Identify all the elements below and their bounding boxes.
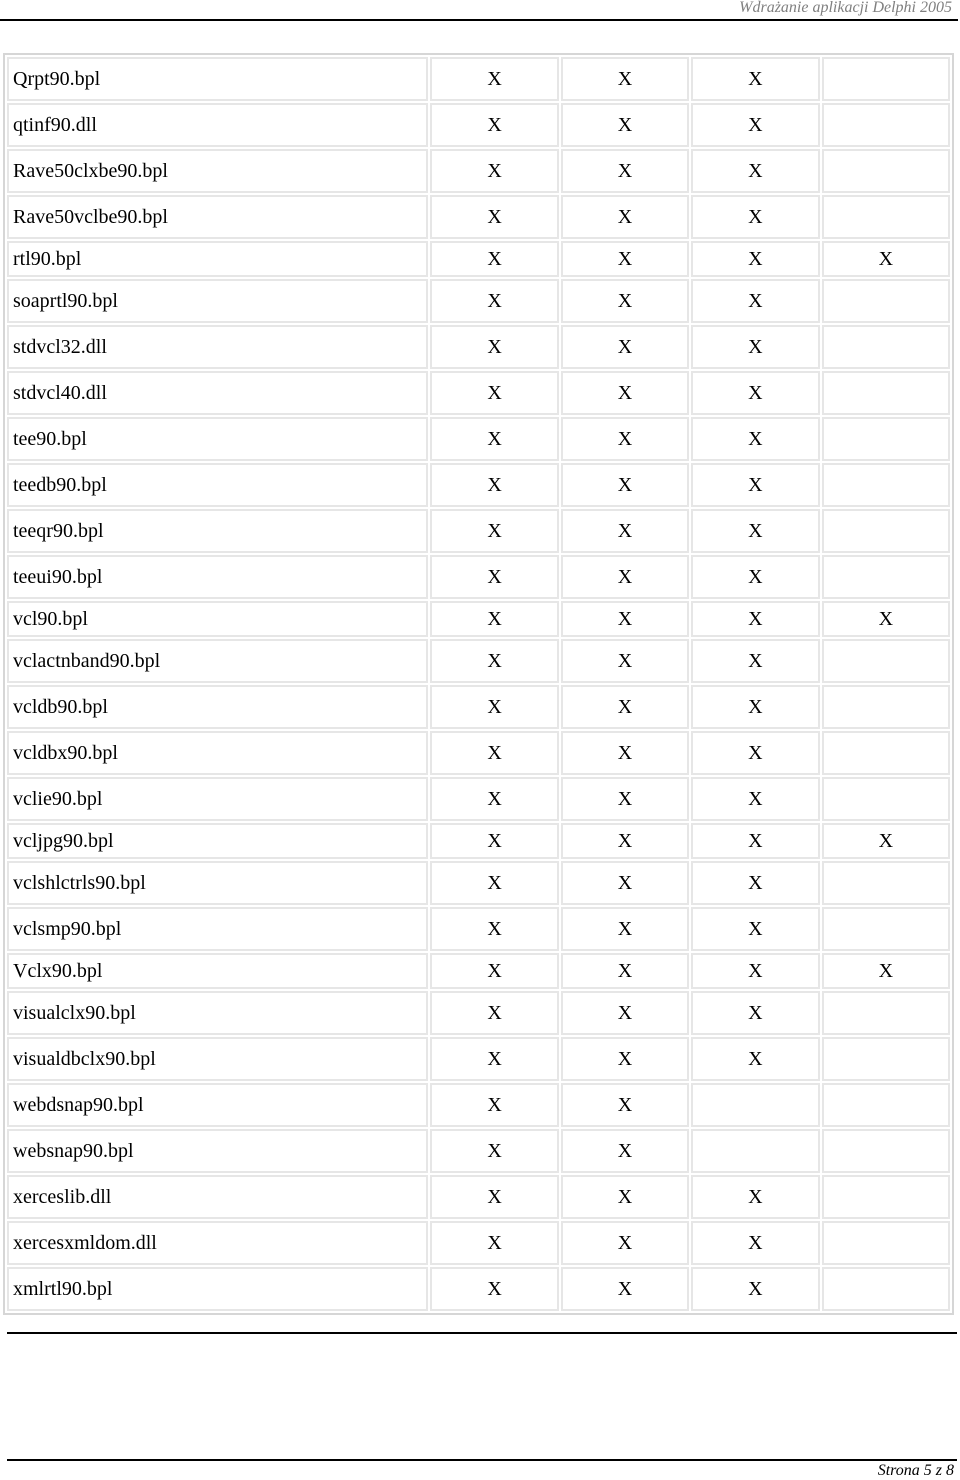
file-name-cell: Rave50clxbe90.bpl bbox=[7, 149, 428, 193]
mark-cell-3: X bbox=[691, 777, 819, 821]
mark-cell-1: X bbox=[430, 463, 558, 507]
mark-cell-2: X bbox=[561, 195, 689, 239]
mark-cell-4 bbox=[822, 991, 950, 1035]
mark-cell-2: X bbox=[561, 907, 689, 951]
mark-cell-3: X bbox=[691, 149, 819, 193]
mark-cell-4: X bbox=[822, 601, 950, 637]
table-row bbox=[7, 241, 950, 277]
mark-cell-4: X bbox=[822, 823, 950, 859]
mark-cell-3: X bbox=[691, 195, 819, 239]
mark-cell-3: X bbox=[691, 371, 819, 415]
mark-cell-2: X bbox=[561, 241, 689, 277]
file-name-cell: qtinf90.dll bbox=[7, 103, 428, 147]
mark-cell-4 bbox=[822, 417, 950, 461]
table-row bbox=[7, 777, 950, 821]
footer-divider-top bbox=[7, 1332, 957, 1334]
table-row bbox=[7, 417, 950, 461]
mark-cell-1: X bbox=[430, 1083, 558, 1127]
file-name-cell: vcljpg90.bpl bbox=[7, 823, 428, 859]
mark-cell-1: X bbox=[430, 279, 558, 323]
mark-cell-2: X bbox=[561, 417, 689, 461]
table-row bbox=[7, 861, 950, 905]
mark-cell-1: X bbox=[430, 57, 558, 101]
mark-cell-2: X bbox=[561, 325, 689, 369]
page-header bbox=[0, 0, 958, 21]
file-name-cell: websnap90.bpl bbox=[7, 1129, 428, 1173]
mark-cell-4 bbox=[822, 325, 950, 369]
mark-cell-2: X bbox=[561, 1083, 689, 1127]
mark-cell-4 bbox=[822, 463, 950, 507]
mark-cell-1: X bbox=[430, 1129, 558, 1173]
table-row bbox=[7, 325, 950, 369]
mark-cell-3: X bbox=[691, 279, 819, 323]
mark-cell-3: X bbox=[691, 601, 819, 637]
mark-cell-1: X bbox=[430, 371, 558, 415]
table-row bbox=[7, 509, 950, 553]
mark-cell-4: X bbox=[822, 241, 950, 277]
file-name-cell: teedb90.bpl bbox=[7, 463, 428, 507]
mark-cell-4 bbox=[822, 371, 950, 415]
table-row bbox=[7, 953, 950, 989]
document-title: Wdrażanie aplikacji Delphi 2005 bbox=[739, 0, 952, 16]
mark-cell-4 bbox=[822, 103, 950, 147]
file-name-cell: stdvcl40.dll bbox=[7, 371, 428, 415]
mark-cell-2: X bbox=[561, 1267, 689, 1311]
mark-cell-3: X bbox=[691, 953, 819, 989]
file-name-cell: teeqr90.bpl bbox=[7, 509, 428, 553]
mark-cell-1: X bbox=[430, 555, 558, 599]
table-row bbox=[7, 195, 950, 239]
file-name-cell: stdvcl32.dll bbox=[7, 325, 428, 369]
file-name-cell: vcldbx90.bpl bbox=[7, 731, 428, 775]
mark-cell-3: X bbox=[691, 991, 819, 1035]
table-row bbox=[7, 685, 950, 729]
mark-cell-3: X bbox=[691, 639, 819, 683]
mark-cell-3: X bbox=[691, 417, 819, 461]
mark-cell-2: X bbox=[561, 777, 689, 821]
mark-cell-3: X bbox=[691, 907, 819, 951]
mark-cell-3: X bbox=[691, 861, 819, 905]
file-name-cell: vclie90.bpl bbox=[7, 777, 428, 821]
footer-divider-bottom bbox=[7, 1459, 957, 1461]
mark-cell-1: X bbox=[430, 509, 558, 553]
file-name-cell: xmlrtl90.bpl bbox=[7, 1267, 428, 1311]
file-name-cell: Qrpt90.bpl bbox=[7, 57, 428, 101]
mark-cell-3: X bbox=[691, 103, 819, 147]
table-row bbox=[7, 279, 950, 323]
table-row bbox=[7, 1221, 950, 1265]
mark-cell-1: X bbox=[430, 731, 558, 775]
file-name-cell: vclshlctrls90.bpl bbox=[7, 861, 428, 905]
table-row bbox=[7, 149, 950, 193]
file-name-cell: xercesxmldom.dll bbox=[7, 1221, 428, 1265]
mark-cell-1: X bbox=[430, 991, 558, 1035]
mark-cell-2: X bbox=[561, 823, 689, 859]
mark-cell-4 bbox=[822, 1037, 950, 1081]
table-row bbox=[7, 601, 950, 637]
mark-cell-1: X bbox=[430, 823, 558, 859]
table-row bbox=[7, 371, 950, 415]
mark-cell-1: X bbox=[430, 195, 558, 239]
mark-cell-4 bbox=[822, 149, 950, 193]
mark-cell-4 bbox=[822, 57, 950, 101]
file-name-cell: vcldb90.bpl bbox=[7, 685, 428, 729]
mark-cell-2: X bbox=[561, 685, 689, 729]
mark-cell-2: X bbox=[561, 555, 689, 599]
mark-cell-1: X bbox=[430, 1037, 558, 1081]
mark-cell-3: X bbox=[691, 241, 819, 277]
mark-cell-4 bbox=[822, 1175, 950, 1219]
file-name-cell: vclactnband90.bpl bbox=[7, 639, 428, 683]
mark-cell-4 bbox=[822, 1129, 950, 1173]
mark-cell-4 bbox=[822, 555, 950, 599]
file-name-cell: Rave50vclbe90.bpl bbox=[7, 195, 428, 239]
mark-cell-4: X bbox=[822, 953, 950, 989]
mark-cell-3 bbox=[691, 1129, 819, 1173]
table-row bbox=[7, 463, 950, 507]
file-name-cell: teeui90.bpl bbox=[7, 555, 428, 599]
mark-cell-1: X bbox=[430, 103, 558, 147]
mark-cell-1: X bbox=[430, 601, 558, 637]
table-row bbox=[7, 907, 950, 951]
table-row bbox=[7, 1175, 950, 1219]
file-name-cell: visualclx90.bpl bbox=[7, 991, 428, 1035]
table-row bbox=[7, 555, 950, 599]
table-row bbox=[7, 1267, 950, 1311]
file-name-cell: xerceslib.dll bbox=[7, 1175, 428, 1219]
mark-cell-2: X bbox=[561, 149, 689, 193]
mark-cell-4 bbox=[822, 861, 950, 905]
table-row bbox=[7, 1083, 950, 1127]
mark-cell-3: X bbox=[691, 57, 819, 101]
mark-cell-2: X bbox=[561, 1175, 689, 1219]
mark-cell-4 bbox=[822, 509, 950, 553]
mark-cell-4 bbox=[822, 639, 950, 683]
mark-cell-3: X bbox=[691, 1037, 819, 1081]
mark-cell-1: X bbox=[430, 861, 558, 905]
mark-cell-4 bbox=[822, 777, 950, 821]
mark-cell-3: X bbox=[691, 685, 819, 729]
mark-cell-2: X bbox=[561, 991, 689, 1035]
table-row bbox=[7, 103, 950, 147]
file-name-cell: webdsnap90.bpl bbox=[7, 1083, 428, 1127]
file-name-cell: visualdbclx90.bpl bbox=[7, 1037, 428, 1081]
mark-cell-2: X bbox=[561, 861, 689, 905]
file-table-body bbox=[7, 57, 950, 1311]
file-name-cell: vcl90.bpl bbox=[7, 601, 428, 637]
mark-cell-2: X bbox=[561, 1037, 689, 1081]
mark-cell-2: X bbox=[561, 103, 689, 147]
mark-cell-3: X bbox=[691, 555, 819, 599]
mark-cell-4 bbox=[822, 195, 950, 239]
mark-cell-1: X bbox=[430, 1221, 558, 1265]
table-row bbox=[7, 1129, 950, 1173]
mark-cell-3: X bbox=[691, 823, 819, 859]
mark-cell-1: X bbox=[430, 685, 558, 729]
file-name-cell: rtl90.bpl bbox=[7, 241, 428, 277]
mark-cell-4 bbox=[822, 1267, 950, 1311]
mark-cell-2: X bbox=[561, 57, 689, 101]
mark-cell-1: X bbox=[430, 953, 558, 989]
mark-cell-4 bbox=[822, 907, 950, 951]
mark-cell-3: X bbox=[691, 509, 819, 553]
mark-cell-3 bbox=[691, 1083, 819, 1127]
mark-cell-4 bbox=[822, 1083, 950, 1127]
mark-cell-1: X bbox=[430, 1175, 558, 1219]
mark-cell-1: X bbox=[430, 325, 558, 369]
mark-cell-2: X bbox=[561, 279, 689, 323]
mark-cell-2: X bbox=[561, 953, 689, 989]
file-table bbox=[3, 53, 954, 1315]
file-name-cell: tee90.bpl bbox=[7, 417, 428, 461]
mark-cell-1: X bbox=[430, 417, 558, 461]
page-number: Strona 5 z 8 bbox=[877, 1462, 954, 1479]
mark-cell-3: X bbox=[691, 463, 819, 507]
mark-cell-2: X bbox=[561, 601, 689, 637]
mark-cell-2: X bbox=[561, 639, 689, 683]
mark-cell-4 bbox=[822, 1221, 950, 1265]
mark-cell-1: X bbox=[430, 241, 558, 277]
table-row bbox=[7, 991, 950, 1035]
mark-cell-1: X bbox=[430, 149, 558, 193]
mark-cell-3: X bbox=[691, 1221, 819, 1265]
mark-cell-1: X bbox=[430, 777, 558, 821]
mark-cell-2: X bbox=[561, 731, 689, 775]
file-name-cell: soaprtl90.bpl bbox=[7, 279, 428, 323]
mark-cell-2: X bbox=[561, 1221, 689, 1265]
file-name-cell: vclsmp90.bpl bbox=[7, 907, 428, 951]
mark-cell-3: X bbox=[691, 325, 819, 369]
mark-cell-3: X bbox=[691, 731, 819, 775]
mark-cell-2: X bbox=[561, 463, 689, 507]
mark-cell-4 bbox=[822, 731, 950, 775]
mark-cell-2: X bbox=[561, 371, 689, 415]
mark-cell-3: X bbox=[691, 1267, 819, 1311]
mark-cell-3: X bbox=[691, 1175, 819, 1219]
mark-cell-4 bbox=[822, 685, 950, 729]
mark-cell-1: X bbox=[430, 639, 558, 683]
mark-cell-2: X bbox=[561, 509, 689, 553]
mark-cell-4 bbox=[822, 279, 950, 323]
table-row bbox=[7, 823, 950, 859]
table-row bbox=[7, 731, 950, 775]
table-row bbox=[7, 57, 950, 101]
file-name-cell: Vclx90.bpl bbox=[7, 953, 428, 989]
mark-cell-1: X bbox=[430, 907, 558, 951]
mark-cell-1: X bbox=[430, 1267, 558, 1311]
mark-cell-2: X bbox=[561, 1129, 689, 1173]
table-row bbox=[7, 1037, 950, 1081]
table-row bbox=[7, 639, 950, 683]
